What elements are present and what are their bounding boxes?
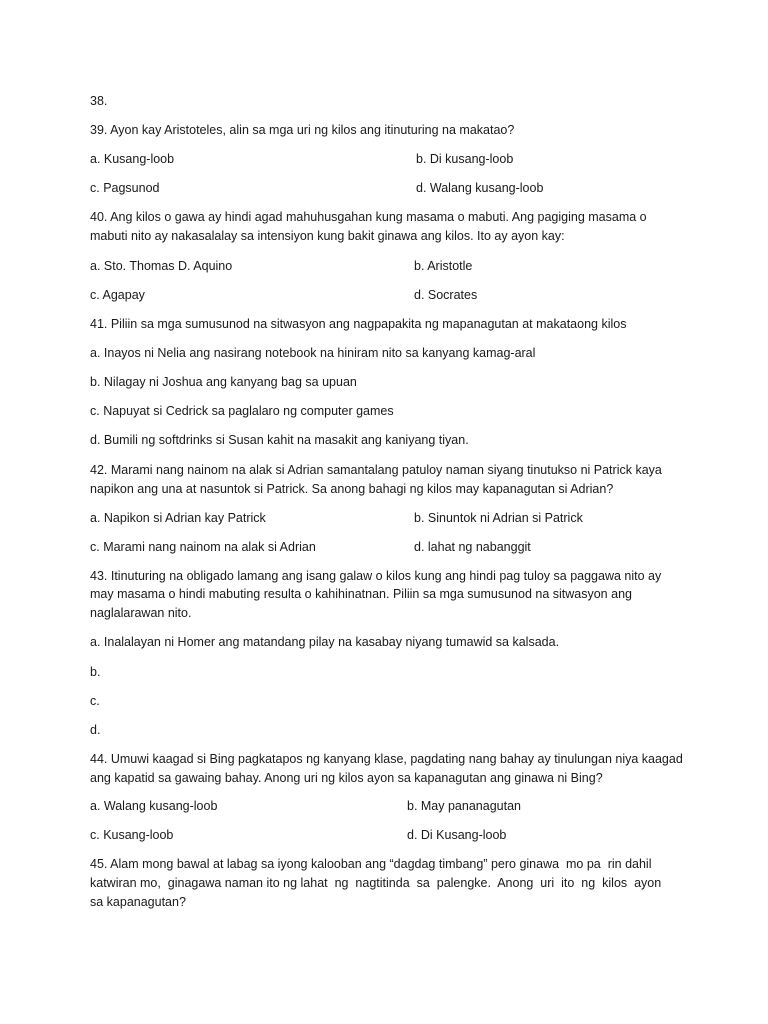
question-41-choice-d: d. Bumili ng softdrinks si Susan kahit na masakit ang kaniyang tiyan. [90,433,469,447]
question-40-choice-d: d. Socrates [414,288,478,302]
question-40-choice-b: b. Aristotle [414,259,473,273]
question-43-text-line-2: may masama o hindi mabuting resulta o kahihinatnan. Piliin sa mga sumusunod na sitwasyon ang [90,587,632,601]
question-40-text-line-1: 40. Ang kilos o gawa ay hindi agad mahuhusgahan kung masama o mabuti. Ang pagiging masama o [90,210,647,224]
question-44-choice-a: a. Walang kusang-loob [90,799,218,813]
question-42-choice-c: c. Marami nang nainom na alak si Adrian [90,540,316,554]
question-39-choice-b: b. Di kusang-loob [416,152,514,166]
question-39-text: 39. Ayon kay Aristoteles, alin sa mga uri ng kilos ang itinuturing na makatao? [90,123,515,137]
question-41-text: 41. Piliin sa mga sumusunod na sitwasyon ang nagpapakita ng mapanagutan at makataong kilos [90,317,627,331]
question-40-choice-c: c. Agapay [90,288,145,302]
question-43-choice-d: d. [90,723,101,737]
question-44-choice-c: c. Kusang-loob [90,828,174,842]
question-43-text-line-3: naglalarawan nito. [90,606,192,620]
question-45-text-line-1: 45. Alam mong bawal at labag sa iyong kalooban ang “dagdag timbang” pero ginawa mo pa rin dahil [90,857,652,871]
question-41-choice-c: c. Napuyat si Cedrick sa paglalaro ng computer games [90,404,394,418]
question-39-choice-a: a. Kusang-loob [90,152,175,166]
question-44-choice-d: d. Di Kusang-loob [407,828,507,842]
question-43-choice-a: a. Inalalayan ni Homer ang matandang pilay na kasabay niyang tumawid sa kalsada. [90,635,560,649]
question-38-number: 38. [90,94,108,108]
question-40-choice-a: a. Sto. Thomas D. Aquino [90,259,233,273]
question-40-text-line-2: mabuti nito ay nakasalalay sa intensiyon kung bakit ginawa ang kilos. Ito ay ayon kay: [90,229,565,243]
question-41-choice-b: b. Nilagay ni Joshua ang kanyang bag sa upuan [90,375,357,389]
question-42-choice-a: a. Napikon si Adrian kay Patrick [90,511,266,525]
question-43-choice-c: c. [90,694,100,708]
question-42-text-line-1: 42. Marami nang nainom na alak si Adrian samantalang patuloy naman siyang tinutukso ni Patrick kaya [90,463,662,477]
question-42-text-line-2: napikon ang una at nasuntok si Patrick. Sa anong bahagi ng kilos may kapanagutan si Adrian? [90,482,614,496]
question-43-choice-b: b. [90,665,101,679]
question-44-text-line-1: 44. Umuwi kaagad si Bing pagkatapos ng kanyang klase, pagdating nang bahay ay tinulungan niya kaagad [90,752,683,766]
question-39-choice-c: c. Pagsunod [90,181,160,195]
question-39-choice-d: d. Walang kusang-loob [416,181,544,195]
question-42-choice-d: d. lahat ng nabanggit [414,540,531,554]
question-42-choice-b: b. Sinuntok ni Adrian si Patrick [414,511,583,525]
question-43-text-line-1: 43. Itinuturing na obligado lamang ang isang galaw o kilos kung ang hindi pag tuloy sa paggawa nito ay [90,569,662,583]
question-41-choice-a: a. Inayos ni Nelia ang nasirang notebook na hiniram nito sa kanyang kamag-aral [90,346,536,360]
question-44-choice-b: b. May pananagutan [407,799,521,813]
question-45-text-line-3: sa kapanagutan? [90,895,186,909]
question-44-text-line-2: ang kapatid sa gawaing bahay. Anong uri ng kilos ayon sa kapanagutan ang ginawa ni Bing? [90,771,603,785]
question-45-text-line-2: katwiran mo, ginagawa naman ito ng lahat ng nagtitinda sa palengke. Anong uri ito ng kilos ayon [90,876,662,890]
